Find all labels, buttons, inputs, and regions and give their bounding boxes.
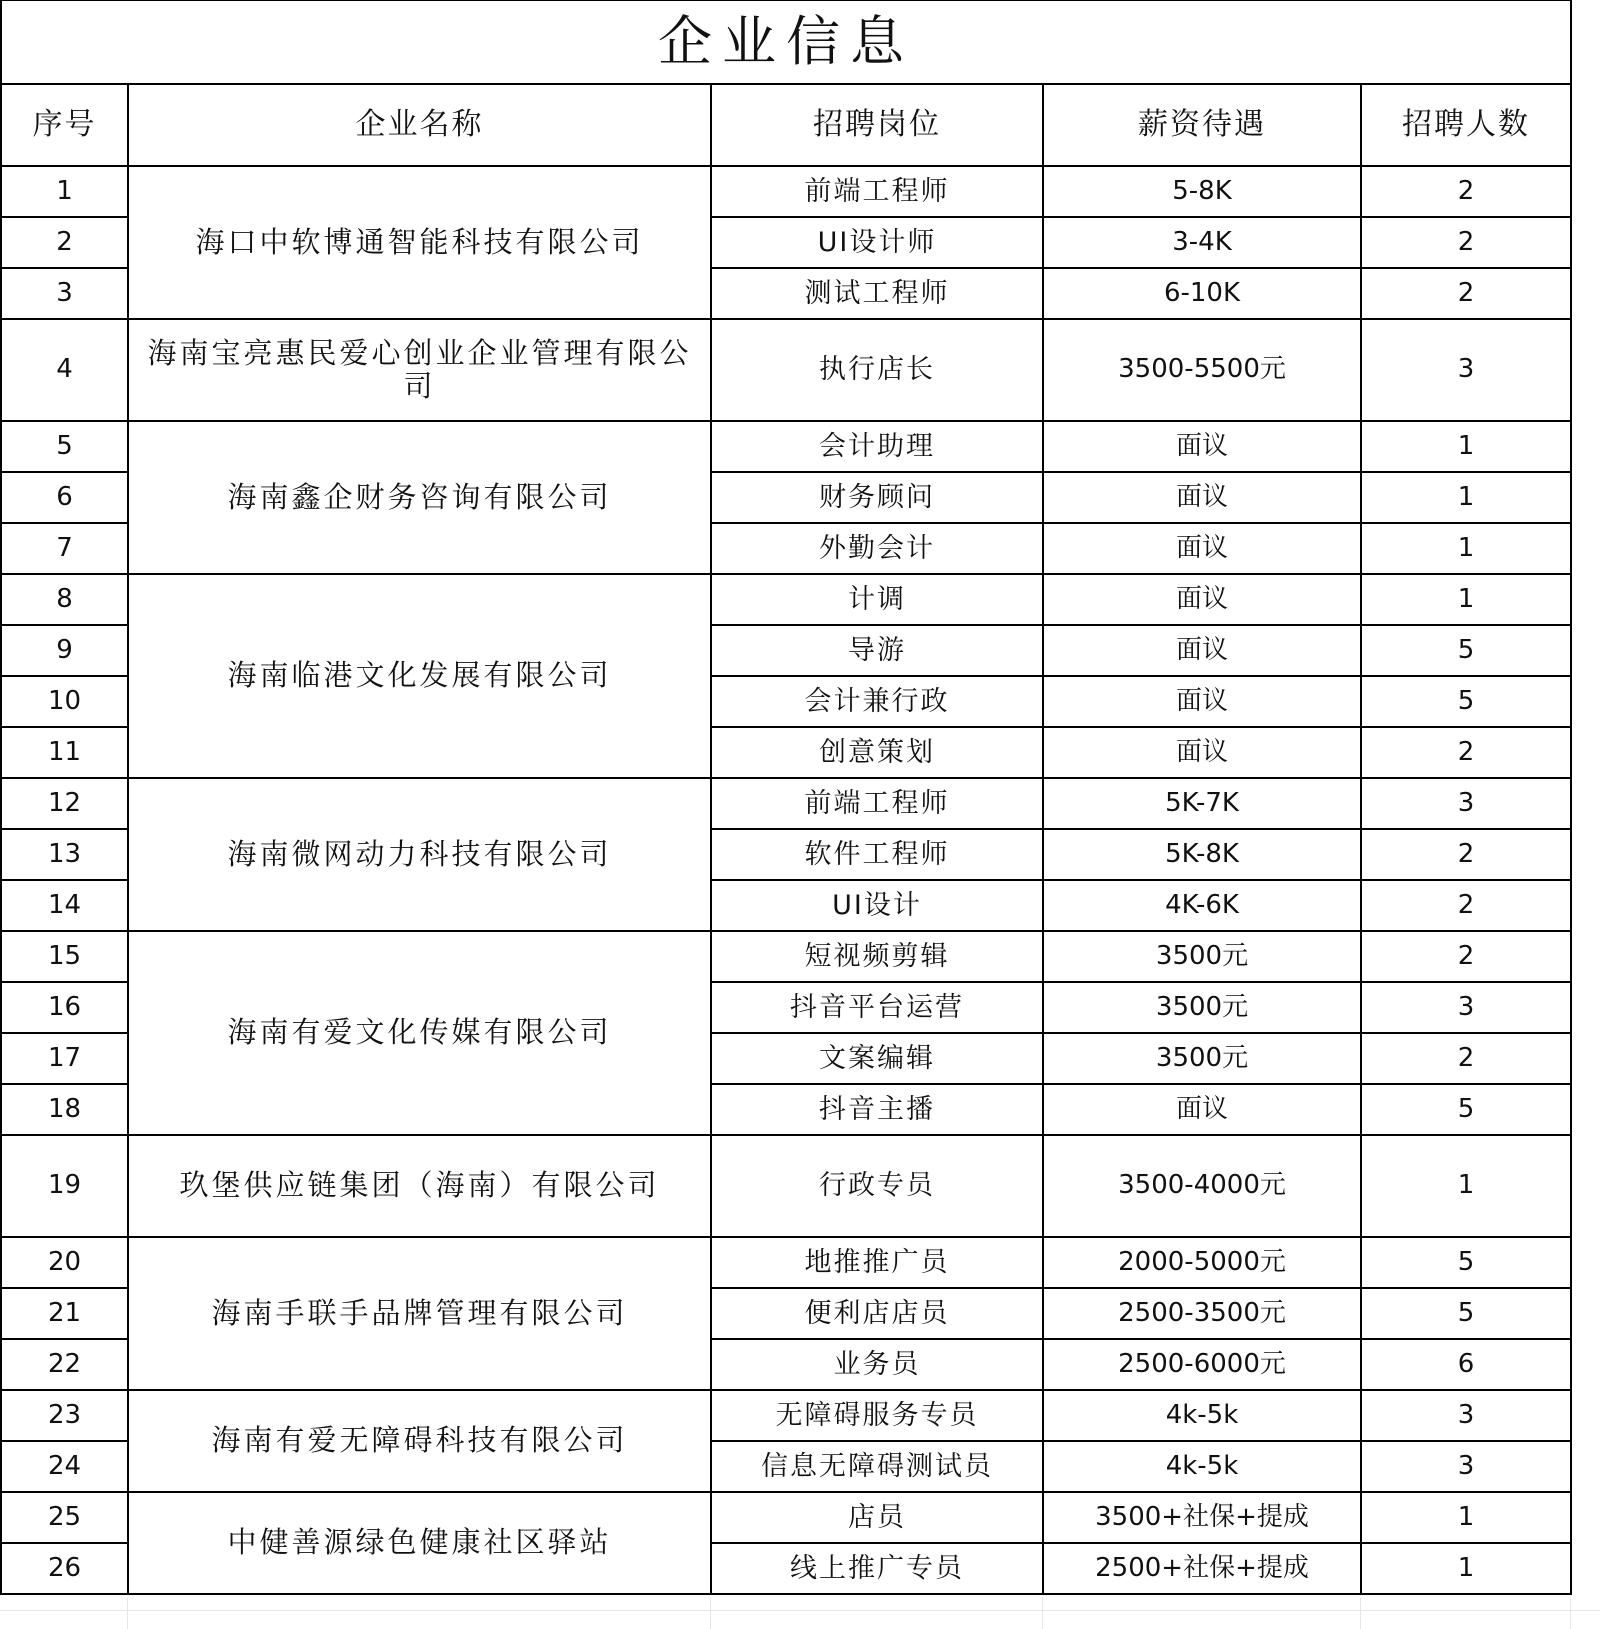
- position-name: 店员: [711, 1492, 1043, 1543]
- salary-value: 6-10K: [1043, 268, 1361, 319]
- row-index: 7: [1, 523, 128, 574]
- salary-value: 2500+社保+提成: [1043, 1543, 1361, 1594]
- header-count: 招聘人数: [1361, 84, 1571, 166]
- position-name: 前端工程师: [711, 166, 1043, 217]
- salary-value: 2500-3500元: [1043, 1288, 1361, 1339]
- hire-count: 3: [1361, 982, 1571, 1033]
- hire-count: 1: [1361, 1135, 1571, 1237]
- position-name: 软件工程师: [711, 829, 1043, 880]
- position-name: UI设计师: [711, 217, 1043, 268]
- salary-value: 3500元: [1043, 931, 1361, 982]
- table-title: 企业信息: [1, 1, 1571, 85]
- row-index: 3: [1, 268, 128, 319]
- header-row: [1, 84, 1571, 166]
- hire-count: 5: [1361, 1084, 1571, 1135]
- position-name: 业务员: [711, 1339, 1043, 1390]
- company-name: 海南有爱文化传媒有限公司: [128, 931, 711, 1135]
- position-name: 前端工程师: [711, 778, 1043, 829]
- salary-value: 3-4K: [1043, 217, 1361, 268]
- hire-count: 1: [1361, 421, 1571, 472]
- company-name: 海南手联手品牌管理有限公司: [128, 1237, 711, 1390]
- table-row: [1, 1135, 1571, 1237]
- position-name: 线上推广专员: [711, 1543, 1043, 1594]
- position-name: 外勤会计: [711, 523, 1043, 574]
- position-name: 计调: [711, 574, 1043, 625]
- company-name: 海南临港文化发展有限公司: [128, 574, 711, 778]
- salary-value: 面议: [1043, 523, 1361, 574]
- row-index: 14: [1, 880, 128, 931]
- hire-count: 3: [1361, 1390, 1571, 1441]
- row-index: 19: [1, 1135, 128, 1237]
- gridline: [1042, 1598, 1043, 1629]
- row-index: 26: [1, 1543, 128, 1594]
- row-index: 6: [1, 472, 128, 523]
- table-row: [1, 574, 1571, 625]
- company-name: 中健善源绿色健康社区驿站: [128, 1492, 711, 1594]
- company-name: 海南鑫企财务咨询有限公司: [128, 421, 711, 574]
- position-name: UI设计: [711, 880, 1043, 931]
- hire-count: 2: [1361, 217, 1571, 268]
- hire-count: 1: [1361, 574, 1571, 625]
- row-index: 16: [1, 982, 128, 1033]
- salary-value: 3500元: [1043, 982, 1361, 1033]
- row-index: 22: [1, 1339, 128, 1390]
- hire-count: 2: [1361, 166, 1571, 217]
- hire-count: 2: [1361, 829, 1571, 880]
- header-index: 序号: [1, 84, 128, 166]
- position-name: 无障碍服务专员: [711, 1390, 1043, 1441]
- row-index: 11: [1, 727, 128, 778]
- hire-count: 2: [1361, 880, 1571, 931]
- gridline: [0, 1610, 1600, 1611]
- salary-value: 5K-7K: [1043, 778, 1361, 829]
- row-index: 8: [1, 574, 128, 625]
- row-index: 24: [1, 1441, 128, 1492]
- salary-value: 3500元: [1043, 1033, 1361, 1084]
- salary-value: 2500-6000元: [1043, 1339, 1361, 1390]
- position-name: 会计助理: [711, 421, 1043, 472]
- header-salary: 薪资待遇: [1043, 84, 1361, 166]
- row-index: 17: [1, 1033, 128, 1084]
- gridline: [127, 1598, 128, 1629]
- hire-count: 2: [1361, 1033, 1571, 1084]
- position-name: 执行店长: [711, 319, 1043, 421]
- position-name: 信息无障碍测试员: [711, 1441, 1043, 1492]
- company-name: 海口中软博通智能科技有限公司: [128, 166, 711, 319]
- position-name: 抖音平台运营: [711, 982, 1043, 1033]
- company-name: 海南微网动力科技有限公司: [128, 778, 711, 931]
- row-index: 1: [1, 166, 128, 217]
- hire-count: 6: [1361, 1339, 1571, 1390]
- table-row: [1, 421, 1571, 472]
- salary-value: 面议: [1043, 625, 1361, 676]
- hire-count: 5: [1361, 625, 1571, 676]
- hire-count: 5: [1361, 1288, 1571, 1339]
- position-name: 短视频剪辑: [711, 931, 1043, 982]
- table-row: [1, 1492, 1571, 1543]
- hire-count: 5: [1361, 1237, 1571, 1288]
- hire-count: 2: [1361, 268, 1571, 319]
- table-row: [1, 166, 1571, 217]
- title-row: [1, 1, 1571, 85]
- position-name: 创意策划: [711, 727, 1043, 778]
- hire-count: 2: [1361, 727, 1571, 778]
- salary-value: 5K-8K: [1043, 829, 1361, 880]
- row-index: 25: [1, 1492, 128, 1543]
- salary-value: 面议: [1043, 1084, 1361, 1135]
- hire-count: 3: [1361, 319, 1571, 421]
- table-row: [1, 778, 1571, 829]
- row-index: 12: [1, 778, 128, 829]
- salary-value: 2000-5000元: [1043, 1237, 1361, 1288]
- row-index: 13: [1, 829, 128, 880]
- table-row: [1, 1390, 1571, 1441]
- row-index: 5: [1, 421, 128, 472]
- table-body: [1, 1, 1571, 1595]
- row-index: 21: [1, 1288, 128, 1339]
- salary-value: 3500-5500元: [1043, 319, 1361, 421]
- hire-count: 1: [1361, 523, 1571, 574]
- row-index: 10: [1, 676, 128, 727]
- position-name: 便利店店员: [711, 1288, 1043, 1339]
- salary-value: 面议: [1043, 676, 1361, 727]
- company-name: 玖堡供应链集团（海南）有限公司: [128, 1135, 711, 1237]
- gridline: [710, 1598, 711, 1629]
- salary-value: 4K-6K: [1043, 880, 1361, 931]
- salary-value: 3500+社保+提成: [1043, 1492, 1361, 1543]
- position-name: 会计兼行政: [711, 676, 1043, 727]
- salary-value: 面议: [1043, 727, 1361, 778]
- company-name: 海南有爱无障碍科技有限公司: [128, 1390, 711, 1492]
- row-index: 9: [1, 625, 128, 676]
- salary-value: 4k-5k: [1043, 1441, 1361, 1492]
- company-name: 海南宝亮惠民爱心创业企业管理有限公司: [128, 319, 711, 421]
- hire-count: 2: [1361, 931, 1571, 982]
- position-name: 导游: [711, 625, 1043, 676]
- row-index: 20: [1, 1237, 128, 1288]
- row-index: 23: [1, 1390, 128, 1441]
- hire-count: 1: [1361, 1543, 1571, 1594]
- row-index: 2: [1, 217, 128, 268]
- header-position: 招聘岗位: [711, 84, 1043, 166]
- position-name: 抖音主播: [711, 1084, 1043, 1135]
- position-name: 文案编辑: [711, 1033, 1043, 1084]
- hire-count: 3: [1361, 778, 1571, 829]
- gridline: [1360, 1598, 1361, 1629]
- position-name: 财务顾问: [711, 472, 1043, 523]
- hire-count: 1: [1361, 472, 1571, 523]
- hire-count: 1: [1361, 1492, 1571, 1543]
- salary-value: 面议: [1043, 421, 1361, 472]
- table-row: [1, 1237, 1571, 1288]
- position-name: 地推推广员: [711, 1237, 1043, 1288]
- salary-value: 面议: [1043, 574, 1361, 625]
- hire-count: 5: [1361, 676, 1571, 727]
- row-index: 15: [1, 931, 128, 982]
- row-index: 4: [1, 319, 128, 421]
- salary-value: 面议: [1043, 472, 1361, 523]
- position-name: 测试工程师: [711, 268, 1043, 319]
- gridline: [1570, 1598, 1571, 1629]
- row-index: 18: [1, 1084, 128, 1135]
- table-row: [1, 319, 1571, 421]
- salary-value: 3500-4000元: [1043, 1135, 1361, 1237]
- header-company: 企业名称: [128, 84, 711, 166]
- salary-value: 5-8K: [1043, 166, 1361, 217]
- salary-value: 4k-5k: [1043, 1390, 1361, 1441]
- position-name: 行政专员: [711, 1135, 1043, 1237]
- hire-count: 3: [1361, 1441, 1571, 1492]
- table-row: [1, 931, 1571, 982]
